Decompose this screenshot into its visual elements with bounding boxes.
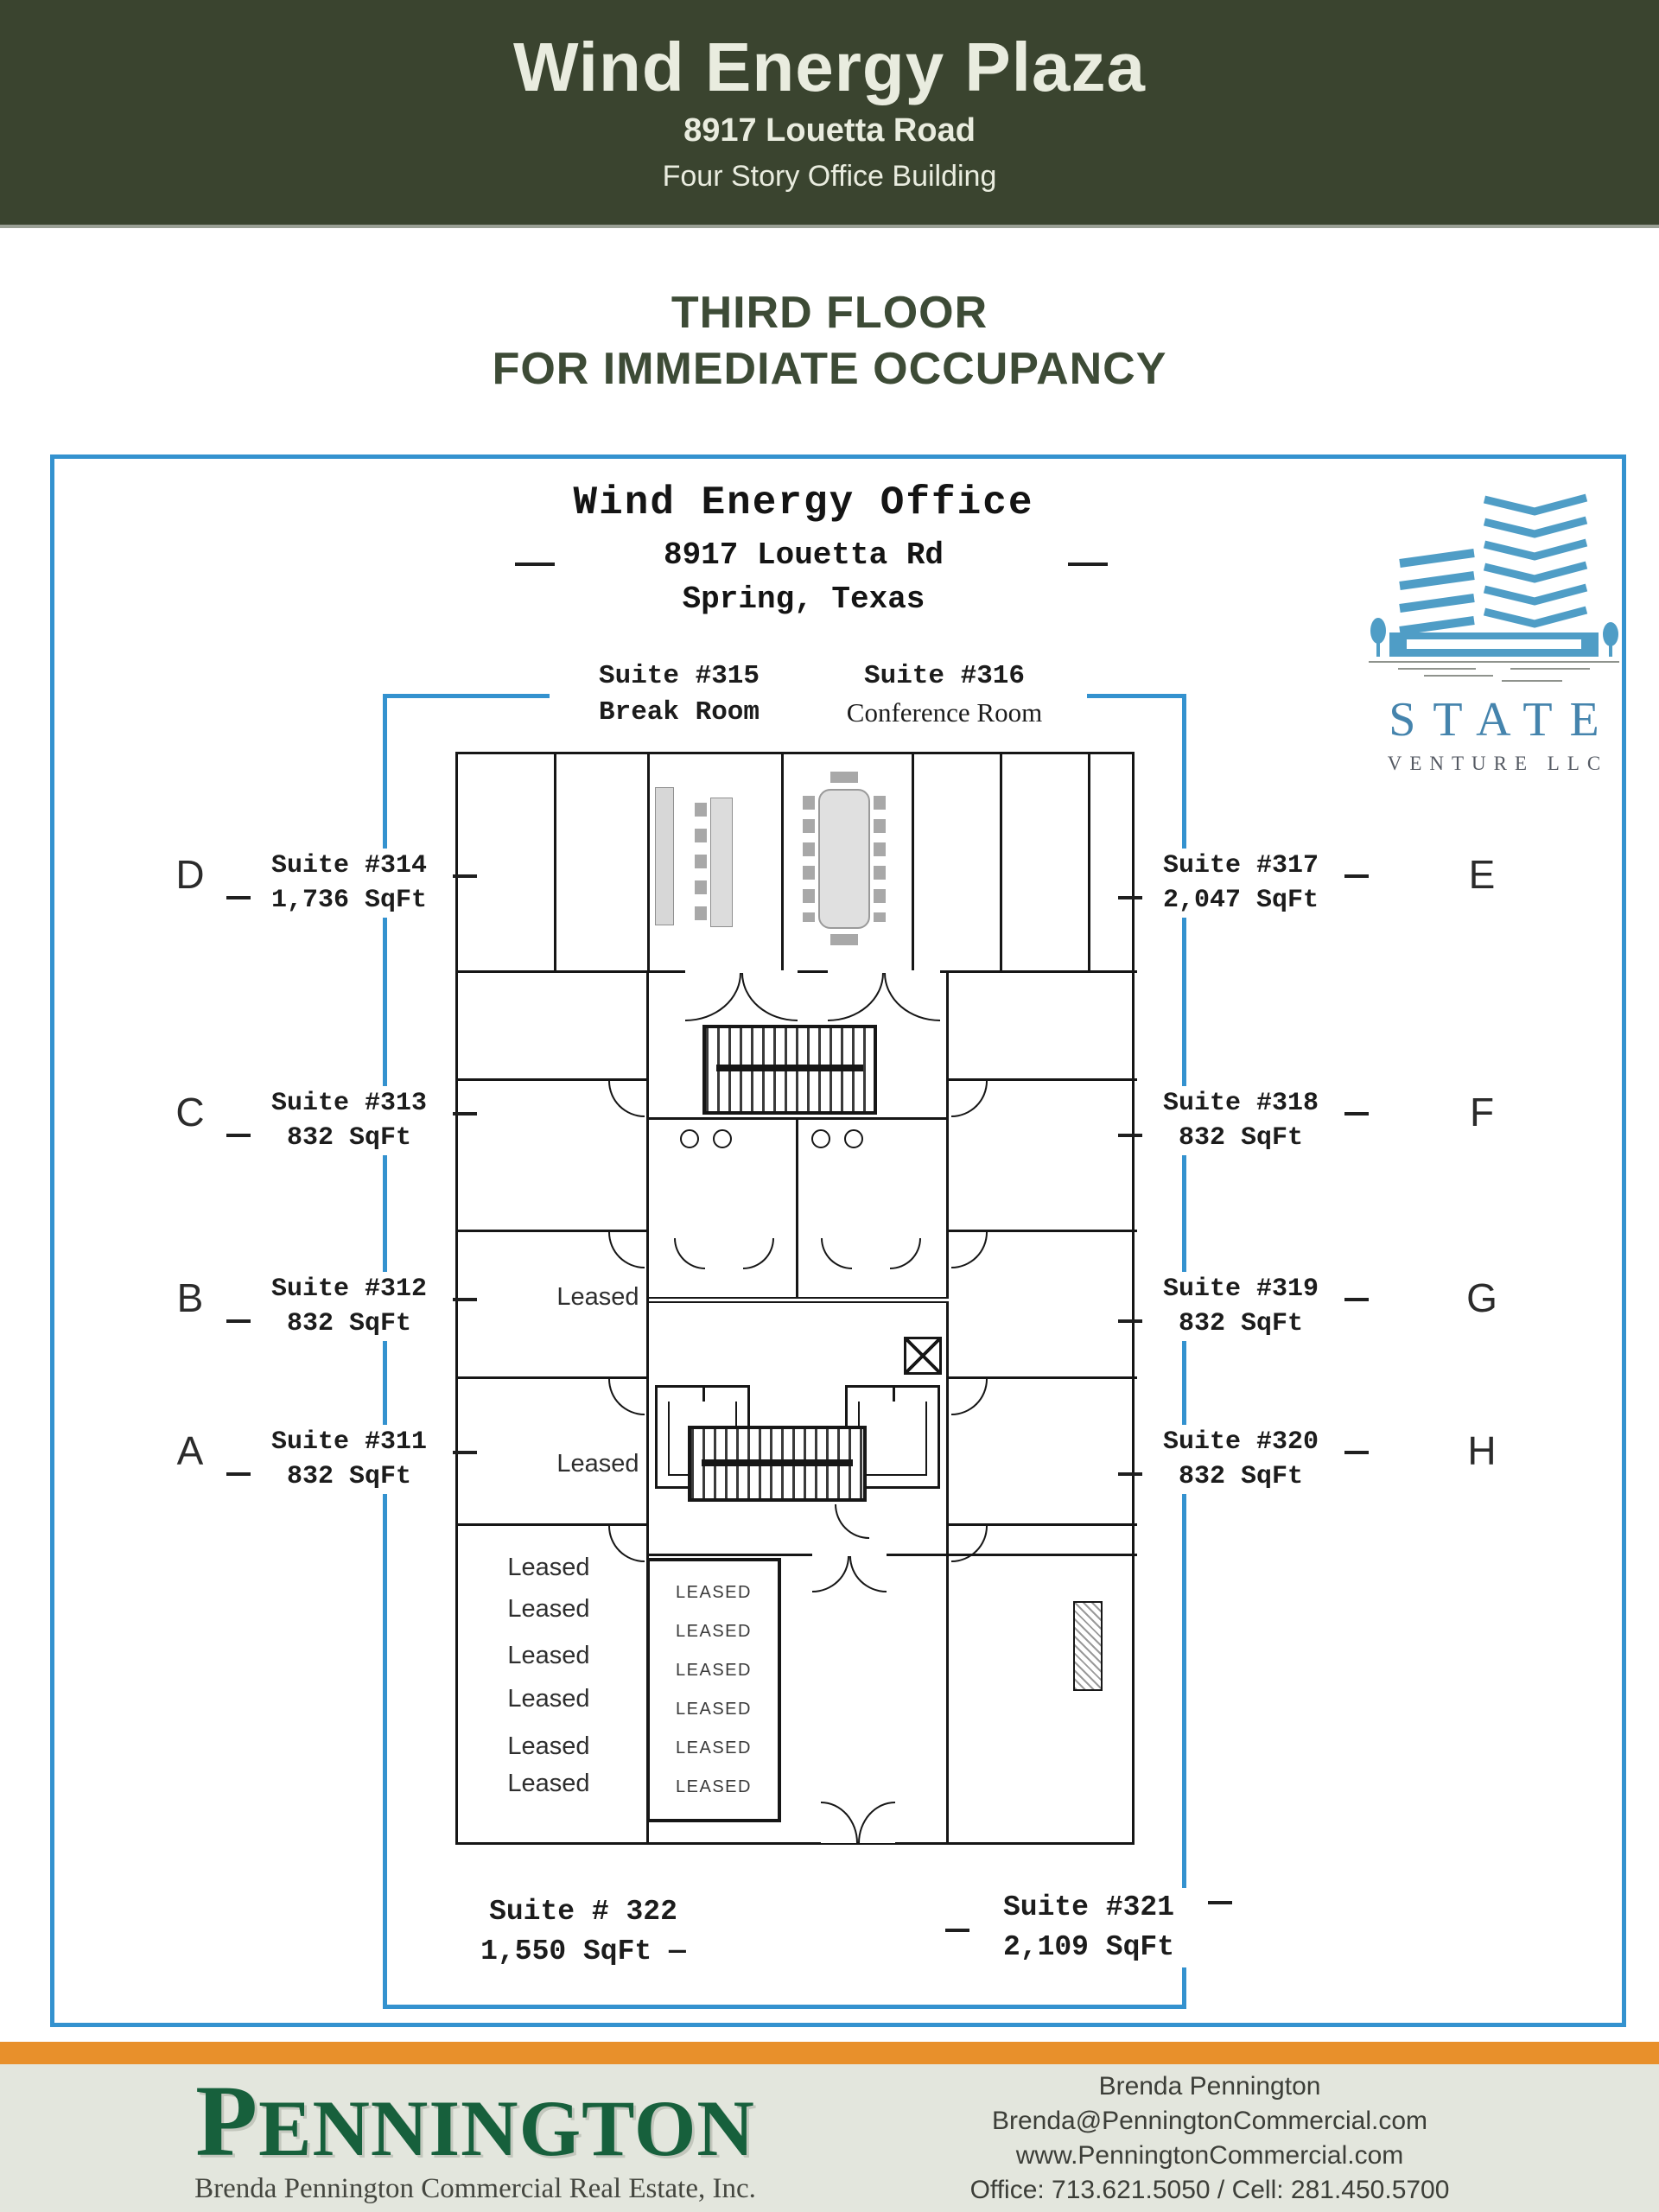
leader-dash [453, 1451, 477, 1454]
leader-dash [1118, 1319, 1142, 1323]
breakroom-table [710, 798, 733, 927]
unit-letter-f: F [1469, 1090, 1495, 1135]
floor-heading [0, 285, 1659, 397]
suite-311-label [249, 1425, 449, 1494]
suite-311-name: Suite #311 [270, 1427, 428, 1457]
leader-dash [1068, 563, 1108, 566]
conference-chairs-right [874, 796, 886, 922]
pennington-brand: PENNINGTON [195, 2065, 755, 2177]
leader-dash [226, 1134, 251, 1137]
wall [781, 754, 784, 970]
suite-315-name: Suite #315 [598, 661, 760, 691]
suite-315-room: Break Room [598, 697, 760, 728]
unit-letter-g: G [1466, 1275, 1497, 1320]
plan-city: Spring, Texas [682, 582, 925, 617]
logo-name: STATE [1389, 693, 1617, 747]
breakroom-counter [655, 787, 674, 925]
conference-table [818, 789, 870, 929]
restroom-sink [713, 1129, 732, 1148]
door-arc [608, 1526, 645, 1562]
leader-dash [226, 1472, 251, 1476]
leader-dash [226, 896, 251, 899]
leader-dash [1344, 1298, 1369, 1301]
contact-block [899, 2069, 1521, 2208]
wall [946, 970, 949, 1845]
door-arc [951, 1232, 988, 1268]
leader-dash [1118, 1472, 1142, 1476]
leased-room-label: Leased [507, 1685, 590, 1713]
header-address: 8917 Louetta Road [683, 112, 976, 149]
leased-room-label: Leased [507, 1595, 590, 1623]
leased-box-item: LEASED [676, 1622, 752, 1641]
suite-320-area: 832 SqFt [1178, 1462, 1304, 1491]
leased-room-label: Leased [507, 1732, 590, 1760]
door-arc [608, 1379, 645, 1415]
restroom-sink [680, 1129, 699, 1148]
wall [647, 754, 650, 970]
floor-heading-line1: THIRD FLOOR [671, 288, 988, 338]
suite-322-area: 1,550 SqFt — [480, 1936, 686, 1967]
wall [458, 970, 1137, 973]
unit-letter-a: A [176, 1428, 204, 1473]
door-arc [951, 1526, 988, 1562]
leader-dash [1344, 1451, 1369, 1454]
stairwell-top [702, 1025, 877, 1115]
leased-room-label: Leased [507, 1770, 590, 1797]
unit-letter-h: H [1467, 1428, 1497, 1473]
door-arc [835, 1504, 869, 1539]
suite-319-area: 832 SqFt [1178, 1309, 1304, 1338]
entry-door-arc [821, 1802, 858, 1843]
plan-address: 8917 Louetta Rd [663, 537, 944, 573]
conference-chairs-left [803, 796, 815, 922]
restroom-sink [844, 1129, 863, 1148]
suite-320-label [1141, 1425, 1341, 1494]
unit-letter-b: B [176, 1275, 204, 1320]
wall [912, 754, 914, 970]
leased-room-label: Leased [556, 1450, 639, 1478]
pennington-logo [130, 2065, 821, 2205]
door-arc [828, 973, 884, 1021]
leader-dash [515, 563, 555, 566]
unit-letter-c: C [175, 1090, 205, 1135]
door-arc [812, 1556, 849, 1592]
leased-room-label: Leased [556, 1283, 639, 1311]
contact-email: Brenda@PenningtonCommercial.com [991, 2107, 1428, 2135]
leader-dash [1344, 1112, 1369, 1116]
door-arc [884, 973, 940, 1021]
plan-title: Wind Energy Office [573, 480, 1034, 525]
leader-dash [453, 1112, 477, 1116]
conference-chair-bottom [830, 934, 858, 945]
header-subtitle: Four Story Office Building [662, 160, 997, 193]
suite-316-label [802, 658, 1087, 731]
leased-room-label: Leased [507, 1642, 590, 1669]
wall [649, 1554, 1137, 1556]
shaft-xbox [904, 1337, 942, 1375]
suite-316-room: Conference Room [846, 697, 1043, 728]
leased-box-item: LEASED [676, 1738, 752, 1758]
contact-website: www.PenningtonCommercial.com [1015, 2141, 1404, 2170]
suite-316-name: Suite #316 [863, 661, 1026, 691]
door-arc [951, 1081, 988, 1117]
wall [554, 754, 556, 970]
suite-312-label [249, 1272, 449, 1341]
suite-318-name: Suite #318 [1162, 1089, 1319, 1118]
leader-dash [1118, 896, 1142, 899]
leased-room-label: Leased [507, 1554, 590, 1581]
wall [796, 1120, 798, 1299]
suite-317-area: 2,047 SqFt [1162, 886, 1319, 915]
suite-322-name: Suite # 322 [489, 1896, 677, 1928]
stall-arc [821, 1238, 852, 1269]
suite-319-label [1141, 1272, 1341, 1341]
suite-315-label [550, 658, 809, 731]
suite-317-label [1141, 849, 1341, 918]
suite-314-label [249, 849, 449, 918]
stairwell-bottom [688, 1426, 867, 1502]
header-banner [0, 0, 1659, 225]
stall-arc [743, 1238, 774, 1269]
leased-box-item: LEASED [676, 1661, 752, 1680]
plan-title-block [518, 480, 1089, 617]
utility-closet [1073, 1601, 1103, 1691]
door-arc [608, 1081, 645, 1117]
leader-dash [1208, 1901, 1232, 1904]
entry-door-arc [858, 1802, 895, 1843]
suite-321-area: 2,109 SqFt [1002, 1931, 1175, 1963]
suite-313-name: Suite #313 [270, 1089, 428, 1118]
stall-arc [890, 1238, 921, 1269]
door-arc [685, 973, 741, 1021]
wall [649, 1117, 949, 1120]
unit-letter-d: D [175, 852, 205, 897]
stall-arc [674, 1238, 705, 1269]
suite-321-name: Suite #321 [1002, 1891, 1175, 1923]
conference-chair-top [830, 772, 858, 783]
leader-dash [453, 1298, 477, 1301]
suite-311-area: 832 SqFt [286, 1462, 412, 1491]
restroom-sink [811, 1129, 830, 1148]
suite-313-area: 832 SqFt [286, 1123, 412, 1153]
contact-name: Brenda Pennington [1098, 2072, 1321, 2101]
double-wall [649, 1297, 949, 1303]
state-venture-building-icon [1363, 477, 1624, 684]
suite-314-area: 1,736 SqFt [270, 886, 428, 915]
leased-suite-box [646, 1558, 781, 1822]
pennington-tagline: Brenda Pennington Commercial Real Estate, Inc. [194, 2172, 756, 2204]
leader-dash [945, 1929, 969, 1932]
suite-318-area: 832 SqFt [1178, 1123, 1304, 1153]
suite-317-name: Suite #317 [1162, 851, 1319, 880]
logo-subname: VENTURE LLC [1387, 753, 1609, 774]
leased-box-item: LEASED [676, 1700, 752, 1719]
door-arc [608, 1232, 645, 1268]
suite-322-label [458, 1892, 709, 1972]
suite-314-name: Suite #314 [270, 851, 428, 880]
footer-divider-bar [0, 2042, 1659, 2064]
state-venture-logo [1363, 477, 1624, 775]
suite-312-area: 832 SqFt [286, 1309, 412, 1338]
leader-dash [453, 874, 477, 878]
unit-letter-e: E [1468, 852, 1496, 897]
wall [1088, 754, 1090, 970]
footer [0, 2064, 1659, 2212]
door-arc [849, 1556, 887, 1592]
suite-319-name: Suite #319 [1162, 1274, 1319, 1304]
page-title: Wind Energy Plaza [513, 29, 1146, 105]
wall [1000, 754, 1002, 970]
suite-312-name: Suite #312 [270, 1274, 428, 1304]
leased-box-item: LEASED [676, 1777, 752, 1796]
door-arc [741, 973, 798, 1021]
suite-313-label [249, 1086, 449, 1155]
floor-heading-line2: FOR IMMEDIATE OCCUPANCY [492, 344, 1167, 394]
leader-dash [1118, 1134, 1142, 1137]
leader-dash [1344, 874, 1369, 878]
suite-320-name: Suite #320 [1162, 1427, 1319, 1457]
suite-321-label [972, 1888, 1205, 1967]
door-arc [951, 1379, 988, 1415]
leader-dash [226, 1319, 251, 1323]
suite-318-label [1141, 1086, 1341, 1155]
breakroom-chairs [695, 803, 707, 924]
contact-phones: Office: 713.621.5050 / Cell: 281.450.5700 [969, 2176, 1450, 2204]
leased-box-item: LEASED [676, 1583, 752, 1602]
